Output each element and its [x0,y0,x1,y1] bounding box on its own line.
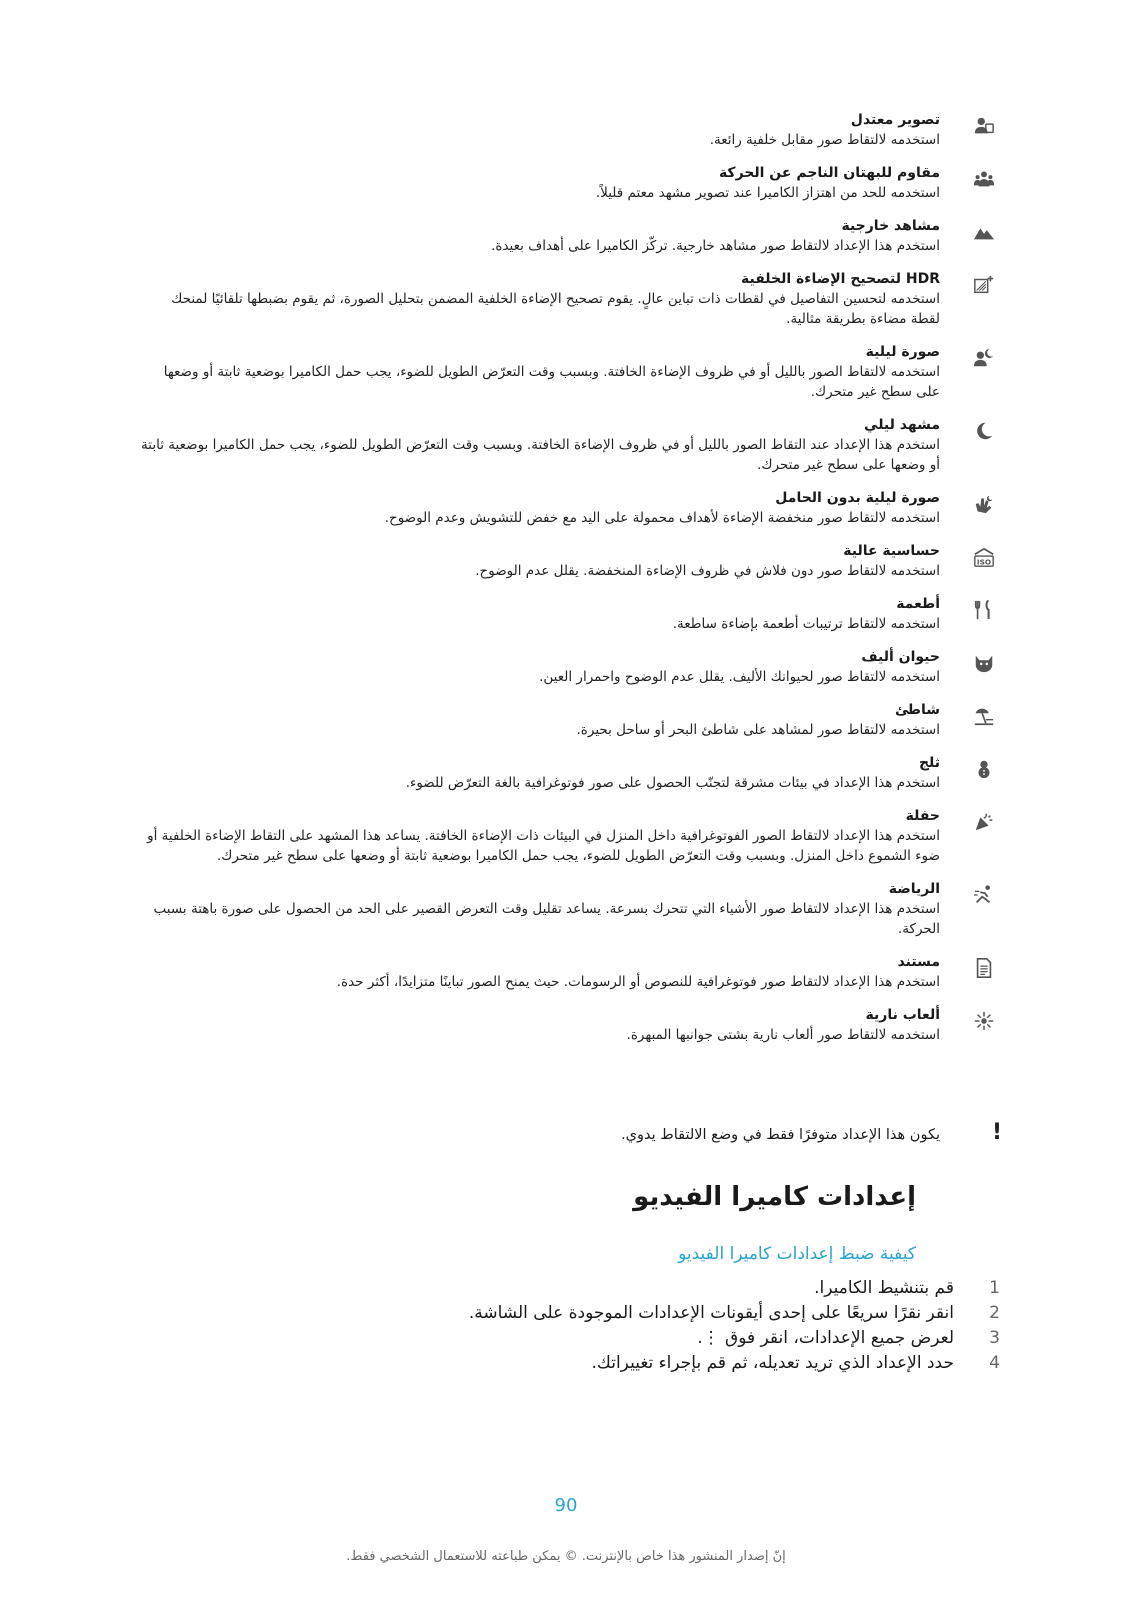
scene-mode-description: استخدمه لالتقاط صور لمشاهد على شاطئ البحر أو ساحل بحيرة. [576,722,940,738]
scene-mode-item [140,753,940,793]
scene-mode-description: استخدم هذا الإعداد لالتقاط صور الأشياء التي تتحرك بسرعة. يساعد تقليل وقت التعرض القصير على الحد من الحصول على صورة باهتة بسبب الحركة. [153,901,940,937]
step-number: 4 [989,1353,1000,1373]
scene-mode-description: استخدمه لالتقاط صور مقابل خلفية رائعة. [709,132,940,148]
pet-icon [972,651,996,675]
night-portrait-icon [972,346,996,370]
footer-text: إنّ إصدار المنشور هذا خاص بالإنترنت. © يمكن طباعته للاستعمال الشخصي فقط. [346,1549,786,1564]
landscape-icon [972,220,996,244]
document-icon [972,956,996,980]
step-number: 1 [989,1278,1000,1298]
scene-mode-description: استخدمه لالتقاط صور منخفضة الإضاءة لأهداف محمولة على اليد مع خفض للتشويش وعدم الوضوح. [384,510,940,526]
scene-mode-item [140,647,940,687]
scene-mode-item [140,216,940,256]
step-text: انقر نقرًا سريعًا على إحدى أيقونات الإعدادات الموجودة على الشاشة. [468,1303,954,1323]
scene-mode-title: صورة ليلية بدون الحامل [775,490,940,506]
step-number: 2 [989,1303,1000,1323]
steps-list [254,1276,1000,1376]
scene-mode-item [140,806,940,866]
step-text: قم بتنشيط الكاميرا. [814,1278,954,1298]
motion-icon [972,167,996,191]
scene-mode-description: استخدم هذا الإعداد لالتقاط صور فوتوغرافية للنصوص أو الرسومات. حيث يمنح الصور تباينًا متزايدًا، أكثر حدة. [336,974,940,990]
food-icon [972,598,996,622]
step-number: 3 [989,1328,1000,1348]
scene-mode-item [140,541,992,581]
scene-mode-description: استخدم هذا الإعداد عند التقاط الصور بالليل أو في ظروف الإضاءة الخافتة. وبسبب وقت التعرّض الطويل للضوء، يجب حمل الكاميرا بوضعية ثابتة أو وضعها على سطح غير متحرك. [141,437,940,473]
scene-mode-title: مقاوم للبهتان الناجم عن الحركة [718,165,940,181]
scene-mode-item [140,163,940,203]
iso-icon [972,545,996,569]
portrait-icon [972,114,996,138]
beach-icon [972,704,996,728]
party-icon [972,810,996,834]
step-text: حدد الإعداد الذي تريد تعديله، ثم قم بإجراء تغييراتك. [591,1353,954,1373]
scene-mode-item [140,488,940,528]
step-item [254,1276,1000,1301]
scene-mode-title: الرياضة [888,881,940,897]
hdr-icon [972,273,996,297]
scene-mode-title: ألعاب نارية [865,1007,940,1023]
page-number: 90 [554,1495,578,1516]
scene-mode-item [140,700,940,740]
scene-mode-title: صورة ليلية [865,344,940,360]
scene-mode-title: ثلج [918,755,940,771]
scene-mode-description: استخدم هذا الإعداد لالتقاط صور مشاهد خارجية. تركّز الكاميرا على أهداف بعيدة. [491,238,940,254]
scene-mode-description: استخدمه للحد من اهتزاز الكاميرا عند تصوير مشهد معتم قليلاً. [595,185,940,201]
step-item [254,1301,1000,1326]
handheld-night-icon [972,492,996,516]
scene-mode-description: استخدمه لالتقاط صور ألعاب نارية بشتى جوانبها المبهرة. [626,1027,940,1043]
snowman-icon [972,757,996,781]
exclamation-icon: ! [991,1120,1002,1145]
scene-mode-title: HDR لتصحيح الإضاءة الخلفية [741,271,940,287]
scene-mode-item [140,342,940,402]
scene-mode-list [140,110,992,1058]
scene-mode-item [140,415,940,475]
scene-mode-item [140,952,940,992]
scene-mode-description: استخدمه لالتقاط الصور بالليل أو في ظروف الإضاءة الخافتة. وبسبب وقت التعرّض الطويل للضوء، يجب حمل الكاميرا بوضعية ثابتة أو وضعها على سطح غير متحرك. [163,364,940,400]
scene-mode-description: استخدمه لتحسين التفاصيل في لقطات ذات تباين عالٍ. يقوم تصحيح الإضاءة الخلفية المضمن بتحليل الصورة، ثم يقوم بضبطها تلقائيًا لمنحك لقطة مضاءة بطريقة مثالية. [171,291,940,327]
fireworks-icon [972,1009,996,1033]
scene-mode-item [140,594,940,634]
note [140,1120,1002,1146]
scene-mode-item [140,110,940,150]
scene-mode-title: شاطئ [894,702,940,718]
scene-mode-title: مستند [897,954,940,970]
sports-icon [972,883,996,907]
scene-mode-item [140,269,940,329]
step-item [254,1351,1000,1376]
scene-mode-item [140,1005,940,1045]
scene-mode-description: استخدمه لالتقاط ترتيبات أطعمة بإضاءة ساطعة. [672,616,940,632]
scene-mode-title: مشهد ليلي [864,417,940,433]
step-item [254,1326,1000,1351]
moon-icon [972,419,996,443]
scene-mode-description: استخدم هذا الإعداد لالتقاط الصور الفوتوغرافية داخل المنزل في البيئات ذات الإضاءة الخافتة. يساعد هذا المشهد على التقاط الإضاءة الخلفية أو ضوء الشموع داخل المنزل. وبسبب وقت التعرّض الطويل للضوء، يجب حمل الكاميرا بوضعية ثابتة أو وضعها على سطح غير متحرك. [147,828,940,864]
svg-text:ISO: ISO [976,557,992,567]
note-text: يكون هذا الإعداد متوفرًا فقط في وضع الالتقاط يدوي. [621,1127,940,1143]
scene-mode-title: أطعمة [896,596,940,612]
scene-mode-title: مشاهد خارجية [841,218,940,234]
step-text: لعرض جميع الإعدادات، انقر فوق ⋮. [697,1328,954,1348]
scene-mode-title: تصوير معتدل [850,112,940,128]
scene-mode-title: حساسية عالية [843,543,940,559]
scene-mode-description: استخدمه لالتقاط صور دون فلاش في ظروف الإضاءة المنخفضة. يقلل عدم الوضوح. [475,563,940,579]
section-title: إعدادات كاميرا الفيديو [633,1182,916,1212]
section-subtitle: كيفية ضبط إعدادات كاميرا الفيديو [678,1244,916,1264]
scene-mode-description: استخدمه لالتقاط صور لحيوانك الأليف. يقلل عدم الوضوح واحمرار العين. [539,669,940,685]
scene-mode-title: حفلة [905,808,940,824]
scene-mode-description: استخدم هذا الإعداد في بيئات مشرقة لتجنّب الحصول على صور فوتوغرافية بالغة التعرّض للضوء. [405,775,940,791]
scene-mode-title: حيوان أليف [861,649,940,665]
scene-mode-item [140,879,940,939]
